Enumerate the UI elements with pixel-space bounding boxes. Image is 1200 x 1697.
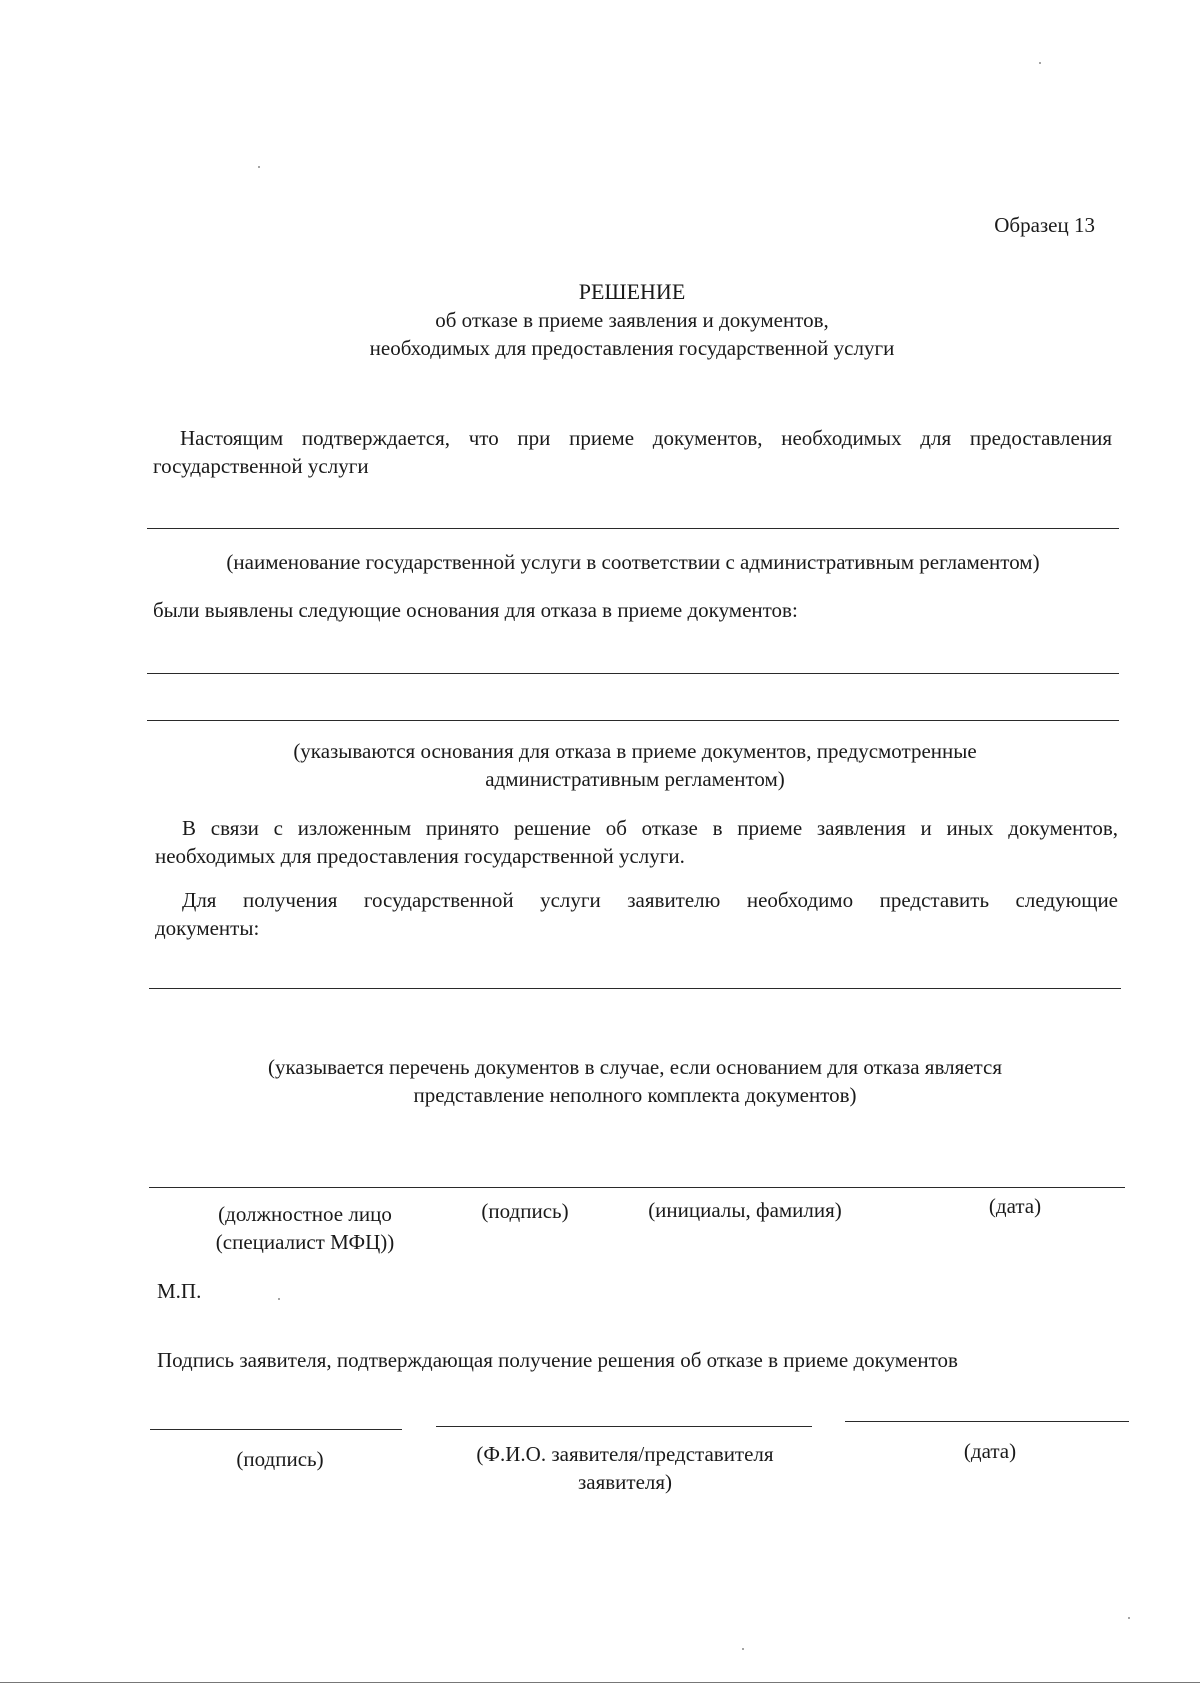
applicant-name-line (436, 1426, 812, 1427)
scan-speck (1039, 62, 1041, 64)
sample-label: Образец 13 (994, 213, 1095, 237)
applicant-date-line (845, 1421, 1129, 1422)
official-name-caption: (инициалы, фамилия) (648, 1198, 842, 1222)
grounds-intro: были выявлены следующие основания для отказа в приеме документов: (153, 598, 798, 622)
required-docs-line-1: Для получения государственной услуги заявителю необходимо представить следующие (182, 888, 1118, 912)
document-subtitle-2: необходимых для предоставления государственной услуги (369, 336, 895, 360)
required-docs-line-2: документы: (155, 916, 260, 940)
grounds-caption-1: (указываются основания для отказа в приеме документов, предусмотренные (293, 739, 977, 763)
scan-speck (1128, 1617, 1130, 1619)
applicant-date-caption: (дата) (963, 1439, 1017, 1463)
applicant-name-caption-1: (Ф.И.О. заявителя/представителя (476, 1442, 774, 1466)
scan-bottom-edge (0, 1682, 1200, 1683)
applicant-signature-line (150, 1429, 402, 1430)
decision-paragraph-line-1: В связи с изложенным принято решение об отказе в приеме заявления и иных документов, (182, 816, 1118, 840)
decision-paragraph-line-2: необходимых для предоставления государственной услуги. (155, 844, 685, 868)
scan-speck (258, 166, 260, 168)
applicant-confirmation-text: Подпись заявителя, подтверждающая получение решения об отказе в приеме документов (157, 1348, 958, 1372)
scan-speck (278, 1298, 280, 1300)
service-name-caption: (наименование государственной услуги в соответствии с административным регламентом) (226, 550, 1040, 574)
document-subtitle-1: об отказе в приеме заявления и документов, (435, 308, 829, 332)
official-position-caption-2: (специалист МФЦ)) (215, 1230, 395, 1254)
grounds-caption-2: административным регламентом) (485, 767, 785, 791)
seal-placeholder: М.П. (157, 1279, 202, 1303)
scan-speck (742, 1648, 744, 1650)
official-date-caption: (дата) (988, 1194, 1042, 1218)
applicant-name-caption-2: заявителя) (577, 1470, 673, 1494)
grounds-line-2 (147, 720, 1119, 721)
official-position-caption-1: (должностное лицо (218, 1202, 392, 1226)
required-docs-line (149, 988, 1121, 989)
official-signature-caption: (подпись) (481, 1199, 569, 1223)
docs-caption-1: (указывается перечень документов в случае, если основанием для отказа является (268, 1055, 1002, 1079)
applicant-signature-caption: (подпись) (236, 1447, 324, 1471)
intro-paragraph-line-1: Настоящим подтверждается, что при приеме документов, необходимых для предоставления (180, 426, 1112, 450)
grounds-line-1 (147, 673, 1119, 674)
intro-paragraph-line-2: государственной услуги (153, 454, 369, 478)
official-signature-line (149, 1187, 1125, 1188)
docs-caption-2: представление неполного комплекта документов) (413, 1083, 857, 1107)
service-name-line (147, 528, 1119, 529)
document-title: РЕШЕНИЕ (578, 279, 686, 304)
